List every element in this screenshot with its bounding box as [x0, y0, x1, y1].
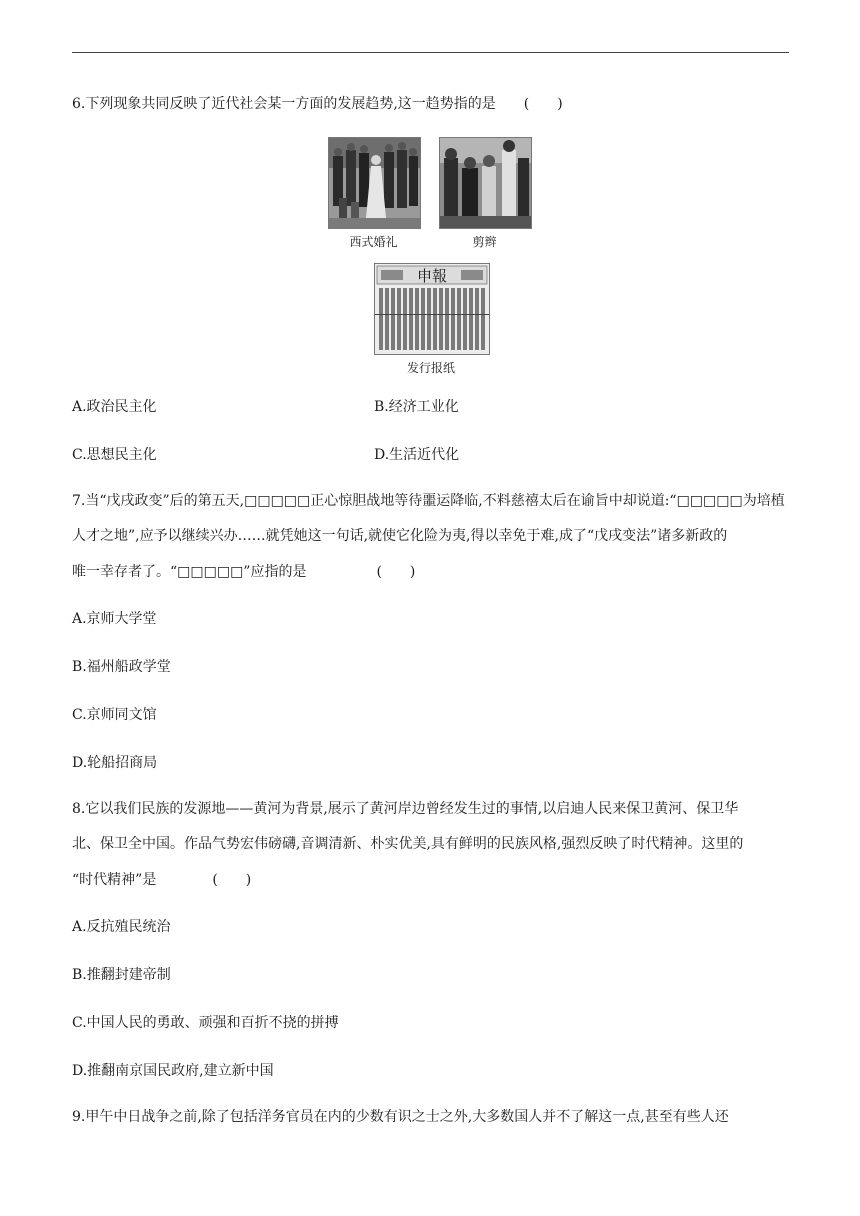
q8-option-d: D.推翻南京国民政府,建立新中国 [72, 1063, 274, 1079]
queue-cutting-photo [439, 137, 532, 229]
q7-stem-line-1: 7.当“戊戌政变”后的第五天,□□□□□正心惊胆战地等待噩运降临,不料慈禧太后在谕旨中却说道:“□□□□□为培植 [72, 493, 785, 509]
top-rule [72, 52, 789, 53]
q7-stem-line-3: 唯一幸存者了。“□□□□□”应指的是 ( ) [72, 564, 416, 580]
q7-stem-line-2: 人才之地”,应予以继续兴办……就凭她这一句话,就使它化险为夷,得以幸免于难,成了“戊戌变法”诸多新政的 [72, 528, 728, 544]
queue-cutting-caption: 剪辫 [472, 235, 497, 249]
wedding-caption: 西式婚礼 [349, 235, 398, 249]
q6-option-b: B.经济工业化 [374, 399, 459, 415]
q6-option-c: C.思想民主化 [72, 447, 157, 463]
q9-stem-line-1: 9.甲午中日战争之前,除了包括洋务官员在内的少数有识之士之外,大多数国人并不了解这一点,甚至有些人还 [72, 1109, 729, 1125]
q8-stem-line-1: 8.它以我们民族的发源地——黄河为背景,展示了黄河岸边曾经发生过的事情,以启迪人民来保卫黄河、保卫华 [72, 801, 739, 817]
q6-option-d: D.生活近代化 [374, 447, 460, 463]
q7-option-c: C.京师同文馆 [72, 707, 157, 723]
q8-option-c: C.中国人民的勇敢、顽强和百折不挠的拼搏 [72, 1015, 339, 1031]
q7-option-d: D.轮船招商局 [72, 755, 158, 771]
q8-stem-line-3: “时代精神”是 ( ) [72, 872, 252, 888]
newspaper-photo [374, 263, 490, 355]
q8-stem-line-2: 北、保卫全中国。作品气势宏伟磅礴,音调清新、朴实优美,具有鲜明的民族风格,强烈反映了时代精神。这里的 [72, 836, 744, 852]
newspaper-title: 申報 [416, 267, 448, 285]
q8-option-b: B.推翻封建帝制 [72, 967, 171, 983]
newspaper-caption: 发行报纸 [406, 361, 455, 375]
q8-option-a: A.反抗殖民统治 [72, 919, 171, 935]
wedding-photo [328, 137, 421, 229]
q6-stem: 6.下列现象共同反映了近代社会某一方面的发展趋势,这一趋势指的是 ( ) [72, 96, 563, 112]
q7-option-a: A.京师大学堂 [72, 611, 157, 627]
q6-option-a: A.政治民主化 [72, 399, 157, 415]
q7-option-b: B.福州船政学堂 [72, 659, 171, 675]
